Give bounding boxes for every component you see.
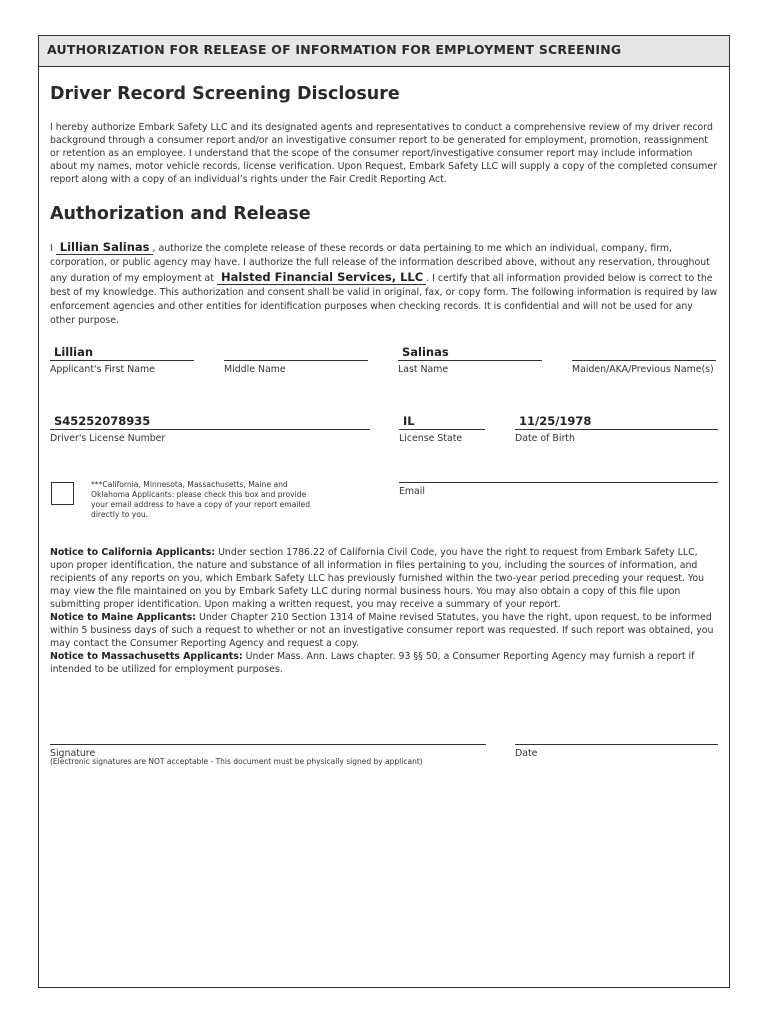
last-name-label: Last Name xyxy=(398,364,449,375)
auth-text-1: , authorize the complete release of these records or data pertaining to me which an individual, company, firm, corporation, or public agency may have. I authorize the full release of the information described above, without any reservation, throughout any duration of my employment at xyxy=(50,243,710,284)
first-name-group xyxy=(50,344,194,376)
signature-group xyxy=(50,728,486,760)
massachusetts-notice-text: Under Mass. Ann. Laws chapter. 93 §§ 50, a Consumer Reporting Agency may furnish a report if intended to be utilized for employment purposes. xyxy=(50,651,695,675)
license-state-group xyxy=(399,413,485,445)
authorization-heading: Authorization and Release xyxy=(50,204,311,224)
email-label: Email xyxy=(399,486,426,497)
last-name-input[interactable]: Salinas xyxy=(398,344,542,361)
email-copy-checkbox[interactable] xyxy=(51,482,74,505)
email-input[interactable] xyxy=(399,466,718,483)
maiden-name-label: Maiden/AKA/Previous Name(s) xyxy=(572,364,714,375)
auth-prefix: I xyxy=(50,243,53,254)
license-number-input[interactable]: S45252078935 xyxy=(50,413,370,430)
license-state-input[interactable]: IL xyxy=(399,413,485,430)
signature-note: (Electronic signatures are NOT acceptable - This document must be physically signed by applicant) xyxy=(50,757,423,766)
maine-notice-text: Under Chapter 210 Section 1314 of Maine revised Statutes, you have the right, upon request, to be informed within 5 business days of such a request to whether or not an investigative consumer report was requested. If such report was obtained, you may contact the Consumer Reporting Agency and request a copy. xyxy=(50,612,714,649)
notices-section xyxy=(50,546,722,676)
license-number-group xyxy=(50,413,370,445)
maine-notice-label: Notice to Maine Applicants: xyxy=(50,612,196,623)
email-note: ***California, Minnesota, Massachusetts, Maine and Oklahoma Applicants: please check this box and provide your email address to have a copy of your report emailed directly to you. xyxy=(91,480,311,519)
first-name-input[interactable]: Lillian xyxy=(50,344,194,361)
form-title: AUTHORIZATION FOR RELEASE OF INFORMATION FOR EMPLOYMENT SCREENING xyxy=(47,42,622,57)
middle-name-label: Middle Name xyxy=(224,364,286,375)
date-line[interactable] xyxy=(515,728,718,745)
middle-name-group xyxy=(224,344,368,376)
massachusetts-notice-label: Notice to Massachusetts Applicants: xyxy=(50,651,243,662)
first-name-label: Applicant's First Name xyxy=(50,364,155,375)
middle-name-input[interactable] xyxy=(224,344,368,361)
header-bar xyxy=(39,36,729,67)
disclosure-heading: Driver Record Screening Disclosure xyxy=(50,84,400,104)
maiden-name-input[interactable] xyxy=(572,344,716,361)
california-notice-text: Under section 1786.22 of California Civil Code, you have the right to request from Embark Safety LLC, upon proper identification, the nature and substance of all information in files pertaining to you, including the sources of information, and recipients of any reports on you, which Embark Safety LLC has previously furnished within the two-year period preceding your request. You may view the file maintained on you by Embark Safety LLC during normal business hours. You may also obtain a copy of this file upon submitting proper identification. Upon making a written request, you may receive a summary of your report. xyxy=(50,547,705,610)
date-label: Date xyxy=(515,748,538,759)
california-notice-label: Notice to California Applicants: xyxy=(50,547,216,558)
date-group xyxy=(515,728,718,760)
signature-line[interactable] xyxy=(50,728,486,745)
authorization-text xyxy=(50,240,718,328)
employer-field[interactable]: Halsted Financial Services, LLC xyxy=(217,270,426,285)
maiden-name-group xyxy=(572,344,716,376)
dob-input[interactable]: 11/25/1978 xyxy=(515,413,718,430)
email-group xyxy=(399,466,718,498)
last-name-group xyxy=(398,344,542,376)
license-state-label: License State xyxy=(399,433,463,444)
disclosure-text: I hereby authorize Embark Safety LLC and its designated agents and representatives to conduct a comprehensive review of my driver record background through a consumer report and/or an investigative consumer report to be generated for employment, promotion, reassignment or retention as an employee. I understand that the scope of the consumer report/investigative consumer report may include information about my names, motor vehicle records, license verification. Upon Request, Embark Safety LLC will supply a copy of the completed consumer report along with a copy of an individual’s rights under the Fair Credit Reporting Act. xyxy=(50,122,717,185)
form-frame xyxy=(38,35,730,988)
dob-group xyxy=(515,413,718,445)
license-number-label: Driver's License Number xyxy=(50,433,166,444)
applicant-name-field[interactable]: Lillian Salinas xyxy=(56,240,153,255)
signature-label: Signature xyxy=(50,748,96,759)
dob-label: Date of Birth xyxy=(515,433,575,444)
auth-text-2: . I certify that all information provided below is correct to the best of my knowledge. This authorization and consent shall be valid in original, fax, or copy form. The following information is required by law enforcement agencies and other entities for identification purposes when checking records. It is confidential and will not be used for any other purpose. xyxy=(50,273,718,326)
